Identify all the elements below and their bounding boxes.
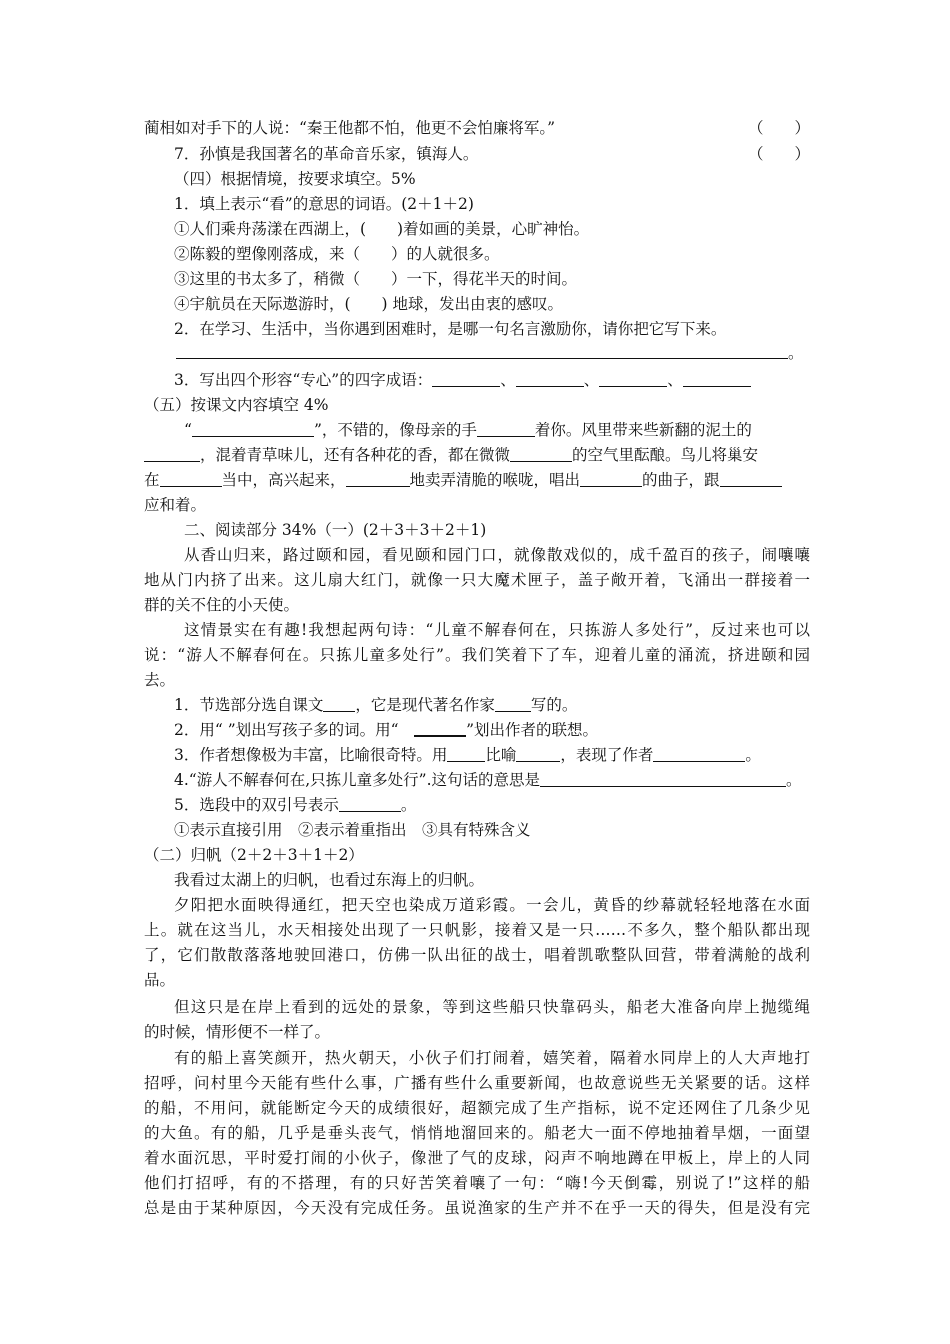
question-1-item: ③这里的书太多了，稍微（ ）一下，得花半天的时间。	[174, 270, 578, 288]
passage-line: 总是由于某种原因，今天没有完成任务。虽说渔家的生产并不在乎一天的得失，但是没有完	[144, 1199, 810, 1217]
passage-line: 但这只是在岸上看到的远处的景象，等到这些船只快靠码头，船老大准备向岸上抛缆绳	[174, 998, 810, 1016]
reading-question-5: 5．选段中的双引号表示 。	[174, 796, 417, 814]
passage-2-heading: （二）归帆（2＋2＋3＋1＋2）	[144, 846, 364, 864]
question-3: 3．写出四个形容“专心”的四字成语： 、 、 、	[174, 370, 810, 390]
answer-parentheses[interactable]: （ ）	[747, 145, 810, 163]
passage-line: 了，它们散散落落地驶回港口，仿佛一队出征的战士，唱着凯歌整队回营，带着满舱的战利	[144, 946, 810, 964]
reading-question-5-options: ①表示直接引用 ②表示着重指出 ③具有特殊含义	[174, 821, 531, 839]
answer-blank[interactable]	[599, 371, 667, 387]
passage-line: 有的船上喜笑颜开，热火朝天，小伙子们打闹着，嬉笑着，隔着水同岸上的人大声地打	[174, 1049, 810, 1067]
reading-question-2: 2．用“ ”划出写孩子多的词。用“ ”划出作者的联想。	[174, 721, 598, 739]
passage-line: 说：“游人不解春何在。只拣儿童多处行”。我们笑着下了车，迎着儿童的涌流，挤进颐和园	[144, 646, 810, 664]
answer-blank[interactable]	[580, 471, 642, 487]
question-1: 1．填上表示“看”的意思的词语。(2＋1＋2)	[174, 195, 474, 213]
fill-line-1: “ ”，不错的，像母亲的手 着你。风里带来些新翻的泥土的	[184, 421, 752, 439]
passage-line: 招呼，问村里今天能有些什么事，广播有些什么重要新闻，也故意说些无关紧要的话。这样	[144, 1074, 810, 1092]
passage-line: 去。	[144, 671, 176, 689]
reading-question-1: 1．节选部分选自课文 ，它是现代著名作家 写的。	[174, 696, 578, 714]
passage-line: 品。	[144, 971, 176, 989]
answer-blank[interactable]	[720, 471, 782, 487]
answer-blank[interactable]	[516, 746, 560, 762]
answer-blank[interactable]	[160, 471, 222, 487]
passage-line: 地从门内挤了出来。这儿扇大红门，就像一只大魔术匣子，盖子敞开着，飞涌出一群接着一	[144, 571, 810, 589]
passage-line: 群的关不住的小天使。	[144, 596, 300, 614]
passage-line: 这情景实在有趣!我想起两句诗：“儿童不解春何在，只拣游人多处行”，反过来也可以	[184, 621, 810, 639]
answer-blank[interactable]	[653, 746, 745, 762]
passage-line: 的大鱼。有的船，几乎是垂头丧气，悄悄地溜回来的。船老大一面不停地抽着旱烟，一面望	[144, 1124, 810, 1142]
question-1-item: ②陈毅的塑像刚落成，来（ ）的人就很多。	[174, 245, 500, 263]
reading-question-4: 4.“游人不解春何在,只拣儿童多处行”.这句话的意思是 。	[174, 771, 802, 789]
passage-line: 的船，不用问，就能断定今天的成绩很好，超额完成了生产指标，说不定还网住了几条少见	[144, 1099, 810, 1117]
judgement-item-7: 7．孙慎是我国著名的革命音乐家，镇海人。 （ ）	[174, 145, 810, 163]
passage-line: 夕阳把水面映得通红，把天空也染成万道彩霞。一会儿，黄昏的纱幕就轻轻地落在水面	[174, 896, 810, 914]
fill-line-4: 应和着。	[144, 496, 207, 514]
answer-line[interactable]	[176, 358, 788, 359]
reading-question-3: 3．作者想像极为丰富，比喻很奇特。用 比喻 ，表现了作者 。	[174, 746, 761, 764]
answer-blank[interactable]	[510, 446, 572, 462]
answer-blank[interactable]	[339, 796, 401, 812]
answer-blank[interactable]	[516, 371, 584, 387]
answer-blank[interactable]	[540, 771, 786, 787]
question-1-item: ④宇航员在天际遨游时，( ) 地球，发出由衷的感叹。	[174, 295, 564, 313]
answer-blank[interactable]	[495, 696, 531, 712]
passage-line: 着水面沉思，平时爱打闹的小伙子，像泄了气的皮球，闷声不响地蹲在甲板上，岸上的人同	[144, 1149, 810, 1167]
answer-blank[interactable]	[683, 371, 751, 387]
answer-blank[interactable]	[432, 371, 500, 387]
passage-line: 从香山归来，路过颐和园，看见颐和园门口，就像散戏似的，成千盈百的孩子，闹嚷嚷	[184, 546, 810, 564]
answer-blank[interactable]	[144, 446, 200, 462]
fill-line-2: ，混着青草味儿，还有各种花的香，都在微微 的空气里酝酿。鸟儿将巢安	[144, 445, 810, 465]
answer-parentheses[interactable]: （ ）	[747, 119, 810, 137]
passage-line: 的时候，情形便不一样了。	[144, 1023, 331, 1041]
passage-line: 我看过太湖上的归帆，也看过东海上的归帆。	[174, 871, 485, 889]
reading-heading: 二、阅读部分 34%（一）(2＋3＋3＋2＋1)	[184, 521, 487, 539]
judgement-item-6: 蔺相如对手下的人说：“秦王他都不怕，他更不会怕廉将军。” （ ）	[144, 119, 810, 137]
answer-blank[interactable]	[192, 421, 314, 437]
answer-blank[interactable]	[323, 696, 355, 712]
answer-blank[interactable]	[447, 746, 485, 762]
passage-line: 上。就在这当儿，水天相接处出现了一只帆影，接着又是一只……不多久，整个船队都出现	[144, 921, 810, 939]
fill-line-3: 在 当中，高兴起来， 地卖弄清脆的喉咙，唱出 的曲子，跟	[144, 470, 810, 490]
double-underline-sample	[414, 720, 466, 737]
period: 。	[788, 344, 804, 362]
answer-blank[interactable]	[346, 471, 410, 487]
section-5-heading: （五）按课文内容填空 4%	[144, 396, 329, 414]
passage-line: 他们打招呼，有的不搭理，有的只好苦笑着嚷了一句：“嗨!今天倒霉，别说了!”这样的船	[144, 1174, 810, 1192]
section-4-heading: （四）根据情境，按要求填空。5%	[174, 170, 416, 188]
question-2: 2．在学习、生活中，当你遇到困难时，是哪一句名言激励你，请你把它写下来。	[174, 320, 727, 338]
answer-blank[interactable]	[477, 421, 535, 437]
question-1-item: ①人们乘舟荡漾在西湖上，( )着如画的美景，心旷神怡。	[174, 220, 590, 238]
